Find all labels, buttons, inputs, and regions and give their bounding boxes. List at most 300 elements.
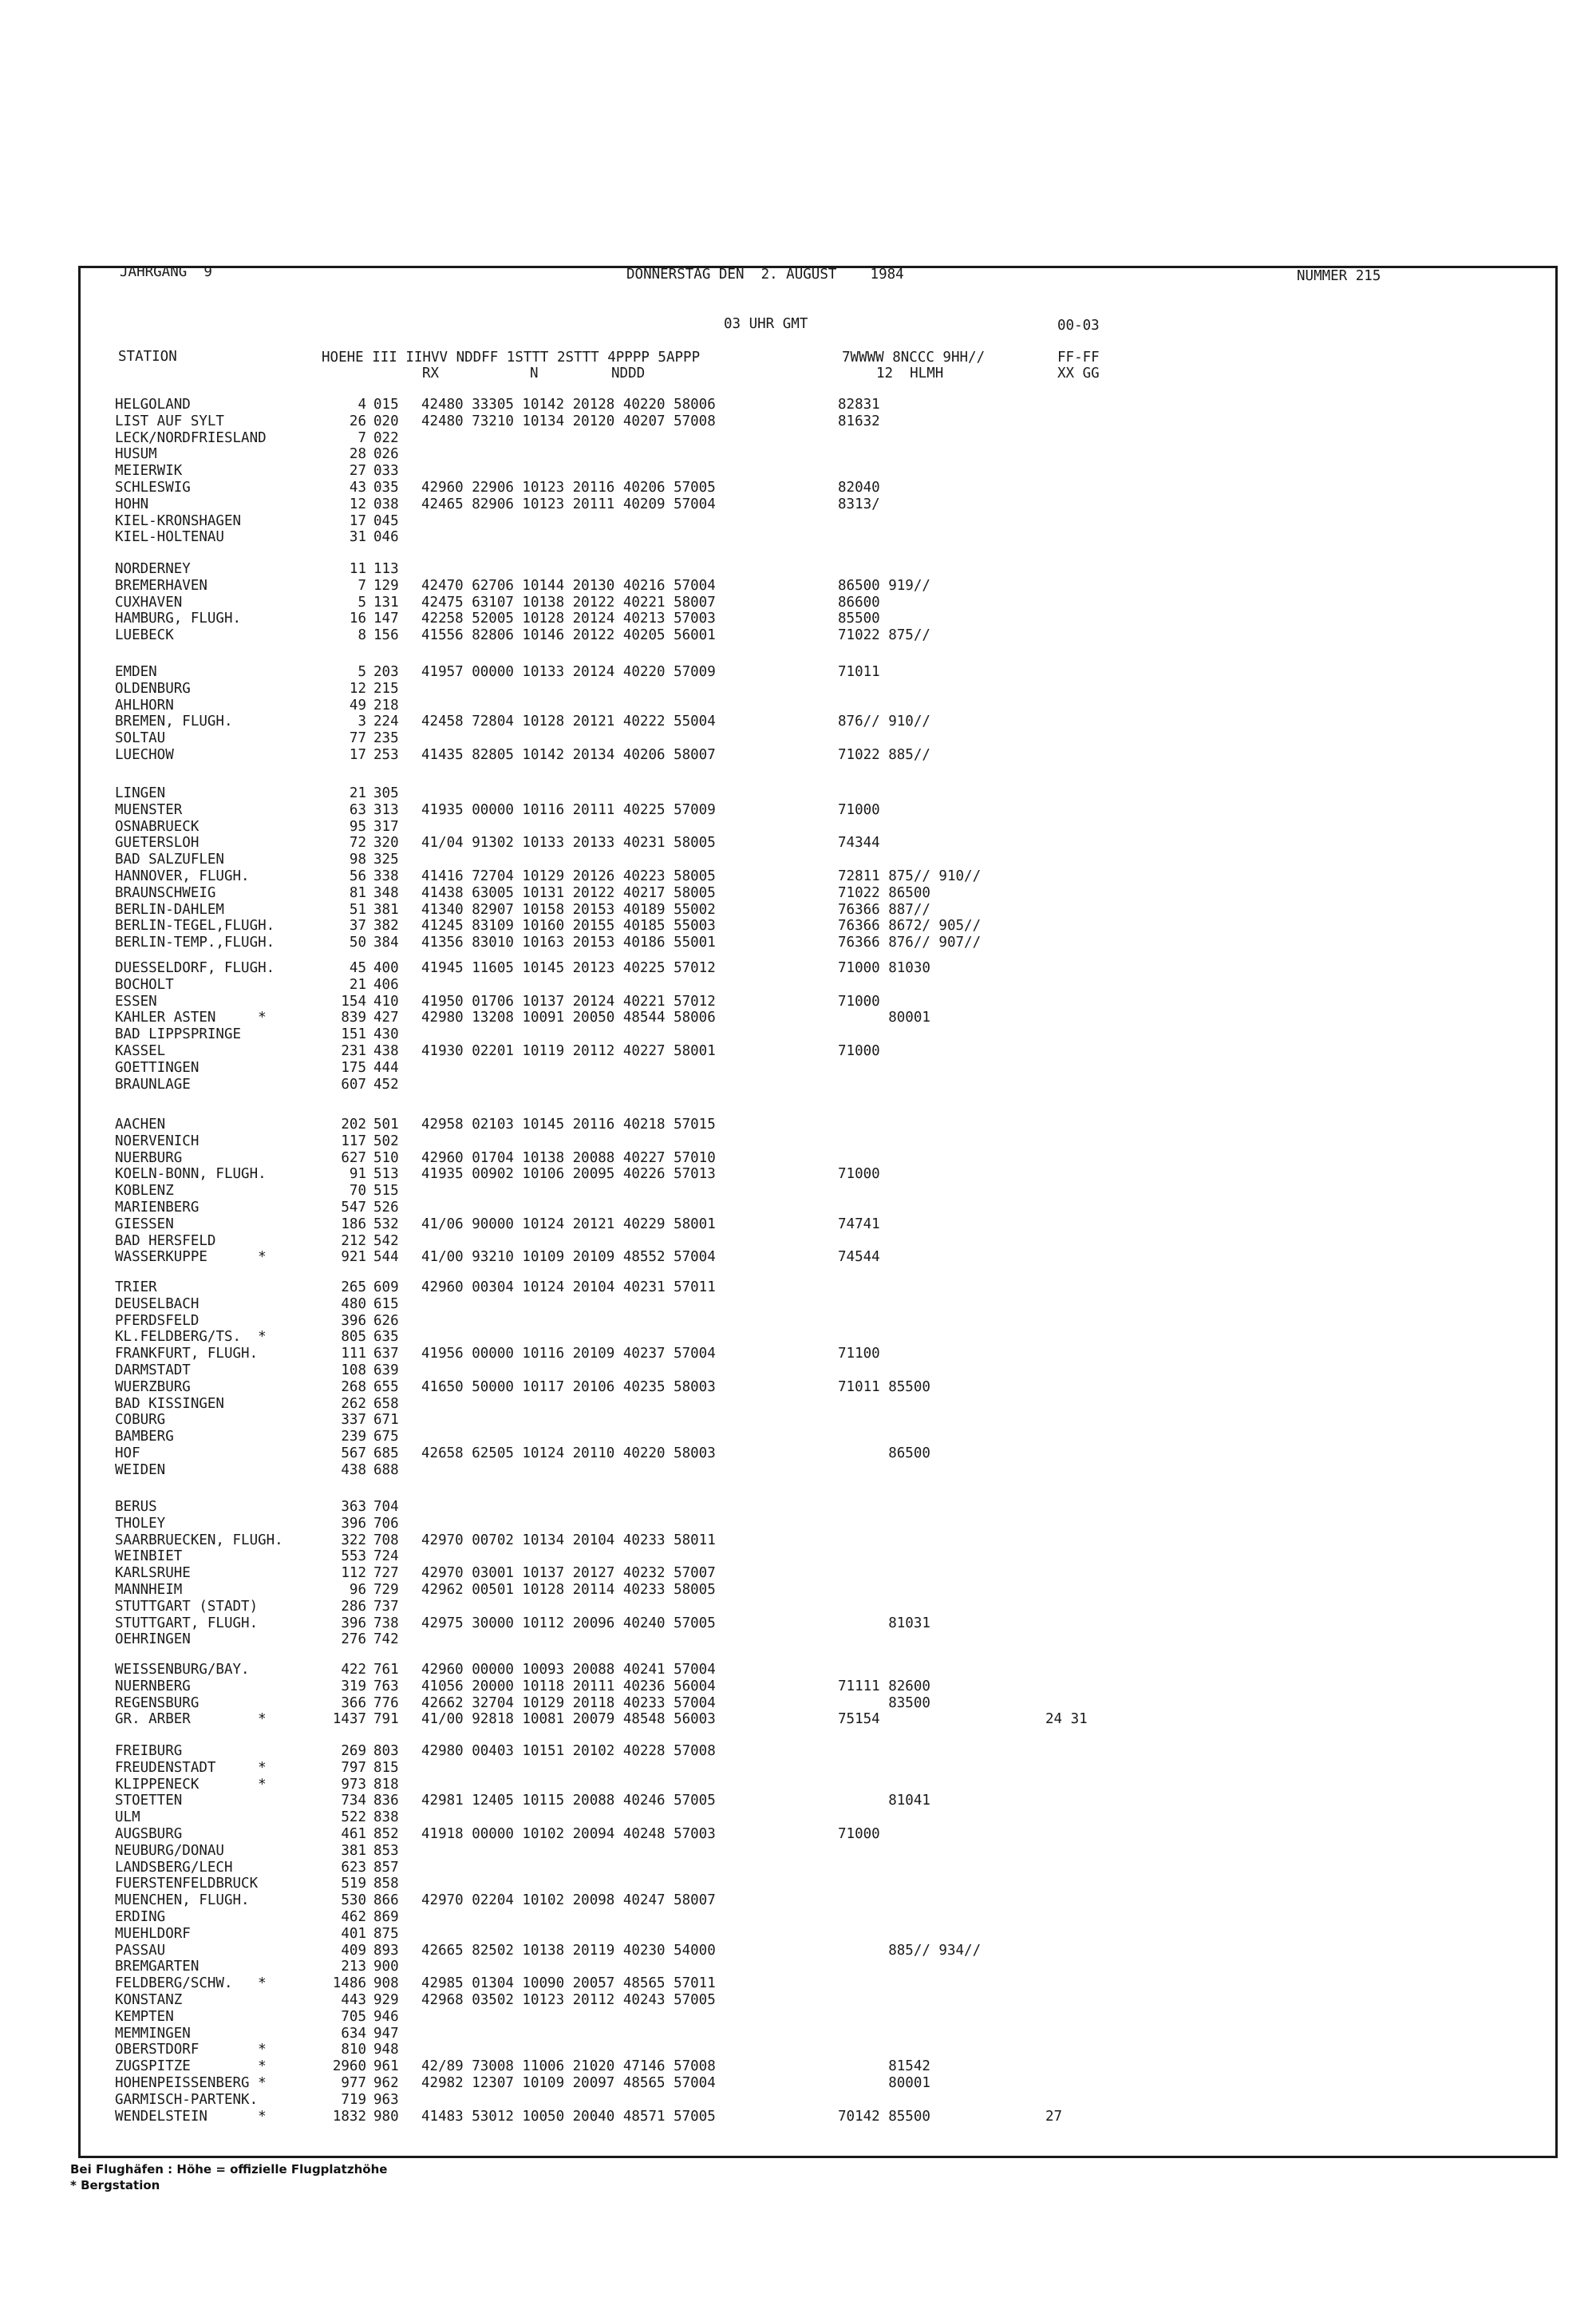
cell-iii: 532 (373, 1216, 399, 1232)
cell-station: EMDEN (115, 664, 157, 680)
date-label: DONNERSTAG DEN 2. AUGUST 1984 (626, 267, 904, 283)
cell-extra: 71022 885// (838, 747, 930, 763)
cell-data: 42475 63107 10138 20122 40221 58007 (421, 594, 716, 611)
cell-iii: 980 (373, 2108, 399, 2125)
cell-data: 41956 00000 10116 20109 40237 57004 (421, 1346, 716, 1362)
cell-station: BAD KISSINGEN (115, 1395, 224, 1412)
cell-station: KONSTANZ (115, 1992, 183, 2008)
cell-iii: 637 (373, 1346, 399, 1362)
cell-hoehe: 111 (341, 1346, 366, 1362)
cell-iii: 763 (373, 1678, 399, 1694)
cell-data: 41950 01706 10137 20124 40221 57012 (421, 993, 716, 1010)
col-ff-header: FF-FF (1057, 350, 1100, 366)
cell-data: 42480 33305 10142 20128 40220 58006 (421, 397, 716, 413)
col-nddd-subheader: NDDD (611, 366, 646, 382)
cell-extra: 82040 (838, 480, 880, 496)
cell-station: KIEL-KRONSHAGEN (115, 512, 242, 529)
cell-extra: 76366 887// (838, 901, 930, 918)
cell-iii: 430 (373, 1026, 399, 1043)
cell-hoehe: 63 (349, 801, 366, 818)
cell-iii: 382 (373, 918, 399, 935)
cell-station: WEINBIET (115, 1548, 183, 1565)
cell-station: GIESSEN (115, 1216, 174, 1232)
cell-station: SOLTAU (115, 730, 166, 747)
cell-station: OSNABRUECK (115, 818, 200, 835)
cell-hoehe: 16 (349, 611, 366, 627)
cell-hoehe: 810 (341, 2042, 366, 2058)
cell-extra: 86500 (838, 1445, 930, 1461)
cell-station: NEUBURG/DONAU (115, 1842, 224, 1859)
cell-hoehe: 72 (349, 835, 366, 852)
cell-hoehe: 17 (349, 512, 366, 529)
cell-hoehe: 396 (341, 1312, 366, 1329)
cell-station: BERUS (115, 1499, 157, 1515)
cell-station: BERLIN-TEMP.,FLUGH. (115, 935, 275, 951)
cell-hoehe: 1832 (332, 2108, 366, 2125)
cell-station: BAD HERSFELD (115, 1232, 216, 1249)
cell-hoehe: 627 (341, 1149, 366, 1166)
cell-data: 41957 00000 10133 20124 40220 57009 (421, 664, 716, 680)
cell-station: GOETTINGEN (115, 1059, 200, 1076)
cell-hoehe: 705 (341, 2008, 366, 2025)
cell-iii: 738 (373, 1615, 399, 1631)
cell-extra: 71000 81030 (838, 960, 930, 976)
cell-hoehe: 286 (341, 1598, 366, 1615)
cell-data: 41435 82805 10142 20134 40206 58007 (421, 747, 716, 763)
cell-iii: 929 (373, 1992, 399, 2008)
cell-extra: 81041 (838, 1793, 930, 1809)
cell-station: REGENSBURG (115, 1694, 200, 1711)
cell-hoehe: 11 (349, 561, 366, 577)
cell-data: 42665 82502 10138 20119 40230 54000 (421, 1942, 716, 1959)
cell-hoehe: 268 (341, 1378, 366, 1395)
col-extra-header: 7WWWW 8NCCC 9HH// (842, 350, 986, 366)
cell-hoehe: 12 (349, 496, 366, 512)
cell-hoehe: 322 (341, 1532, 366, 1548)
cell-station: AUGSBURG (115, 1826, 183, 1842)
cell-data: 42465 82906 10123 20111 40209 57004 (421, 496, 716, 512)
cell-hoehe: 2960 (332, 2058, 366, 2075)
cell-data: 42970 00702 10134 20104 40233 58011 (421, 1532, 716, 1548)
cell-extra: 71022 86500 (838, 884, 930, 901)
cell-hoehe: 480 (341, 1295, 366, 1312)
cell-station: FREIBURG (115, 1743, 183, 1759)
cell-iii: 502 (373, 1133, 399, 1149)
cell-station: BRAUNSCHWEIG (115, 884, 216, 901)
cell-iii: 510 (373, 1149, 399, 1166)
cell-iii: 836 (373, 1793, 399, 1809)
cell-hoehe: 4 (358, 397, 366, 413)
cell-iii: 513 (373, 1166, 399, 1183)
cell-station: THOLEY (115, 1515, 166, 1532)
cell-station: DUESSELDORF, FLUGH. (115, 960, 275, 976)
cell-data: 42960 00304 10124 20104 40231 57011 (421, 1279, 716, 1295)
cell-data: 42962 00501 10128 20114 40233 58005 (421, 1582, 716, 1598)
cell-extra: 81542 (838, 2058, 930, 2075)
cell-data: 42980 13208 10091 20050 48544 58006 (421, 1010, 716, 1026)
cell-iii: 724 (373, 1548, 399, 1565)
cell-hoehe: 734 (341, 1793, 366, 1809)
cell-iii: 020 (373, 413, 399, 429)
cell-extra: 76366 876// 907// (838, 935, 982, 951)
cell-hoehe: 239 (341, 1429, 366, 1445)
cell-iii: 438 (373, 1043, 399, 1059)
cell-iii: 400 (373, 960, 399, 976)
cell-iii: 526 (373, 1200, 399, 1216)
cell-station: MEMMINGEN (115, 2025, 191, 2042)
cell-data: 41/06 90000 10124 20121 40229 58001 (421, 1216, 716, 1232)
cell-station: KLIPPENECK * (115, 1776, 267, 1793)
cell-station: HOF (115, 1445, 140, 1461)
cell-hoehe: 276 (341, 1631, 366, 1648)
cell-station: BREMEN, FLUGH. (115, 714, 233, 730)
cell-data: 42980 00403 10151 20102 40228 57008 (421, 1743, 716, 1759)
cell-data: 42258 52005 10128 20124 40213 57003 (421, 611, 716, 627)
cell-extra: 71100 (838, 1346, 880, 1362)
cell-hoehe: 366 (341, 1694, 366, 1711)
cell-hoehe: 1437 (332, 1711, 366, 1728)
cell-data: 42982 12307 10109 20097 48565 57004 (421, 2075, 716, 2091)
cell-hoehe: 401 (341, 1925, 366, 1942)
cell-iii: 742 (373, 1631, 399, 1648)
cell-data: 42960 22906 10123 20116 40206 57005 (421, 480, 716, 496)
cell-data: 41416 72704 10129 20126 40223 58005 (421, 868, 716, 884)
cell-hoehe: 973 (341, 1776, 366, 1793)
cell-data: 41/00 93210 10109 20109 48552 57004 (421, 1249, 716, 1266)
cell-hoehe: 396 (341, 1515, 366, 1532)
cell-iii: 203 (373, 664, 399, 680)
cell-iii: 655 (373, 1378, 399, 1395)
cell-station: SCHLESWIG (115, 480, 191, 496)
cell-hoehe: 3 (358, 714, 366, 730)
cell-iii: 838 (373, 1809, 399, 1826)
cell-iii: 869 (373, 1909, 399, 1925)
cell-hoehe: 719 (341, 2091, 366, 2108)
col-rx-subheader: RX (422, 366, 440, 382)
cell-iii: 235 (373, 730, 399, 747)
cell-hoehe: 462 (341, 1909, 366, 1925)
cell-station: WUERZBURG (115, 1378, 191, 1395)
cell-station: KOBLENZ (115, 1183, 174, 1200)
cell-station: ERDING (115, 1909, 166, 1925)
cell-extra: 74741 (838, 1216, 880, 1232)
cell-station: WEISSENBURG/BAY. (115, 1662, 250, 1678)
cell-iii: 501 (373, 1117, 399, 1133)
cell-extra: 74544 (838, 1249, 880, 1266)
cell-extra: 75154 (838, 1711, 880, 1728)
cell-hoehe: 337 (341, 1412, 366, 1429)
cell-iii: 639 (373, 1362, 399, 1378)
cell-extra: 71011 85500 (838, 1378, 930, 1395)
cell-station: LECK/NORDFRIESLAND (115, 429, 267, 446)
cell-station: BRAUNLAGE (115, 1076, 191, 1093)
cell-station: BAMBERG (115, 1429, 174, 1445)
cell-station: NOERVENICH (115, 1133, 200, 1149)
cell-iii: 946 (373, 2008, 399, 2025)
cell-hoehe: 202 (341, 1117, 366, 1133)
cell-data: 42480 73210 10134 20120 40207 57008 (421, 413, 716, 429)
time-range: 00-03 (1057, 318, 1100, 334)
cell-hoehe: 45 (349, 960, 366, 976)
cell-iii: 962 (373, 2075, 399, 2091)
cell-ff: 24 31 (1045, 1711, 1088, 1728)
cell-iii: 852 (373, 1826, 399, 1842)
cell-hoehe: 95 (349, 818, 366, 835)
cell-hoehe: 839 (341, 1010, 366, 1026)
cell-station: MUEHLDORF (115, 1925, 191, 1942)
cell-station: LANDSBERG/LECH (115, 1859, 233, 1876)
cell-hoehe: 443 (341, 1992, 366, 2008)
cell-station: SAARBRUECKEN, FLUGH. (115, 1532, 283, 1548)
cell-data: 41/00 92818 10081 20079 48548 56003 (421, 1711, 716, 1728)
cell-iii: 015 (373, 397, 399, 413)
cell-iii: 045 (373, 512, 399, 529)
cell-data: 42960 01704 10138 20088 40227 57010 (421, 1149, 716, 1166)
cell-hoehe: 522 (341, 1809, 366, 1826)
cell-station: CUXHAVEN (115, 594, 183, 611)
col-n-subheader: N (530, 366, 539, 382)
cell-iii: 761 (373, 1662, 399, 1678)
observation-time: 03 UHR GMT (724, 316, 808, 332)
cell-station: LUEBECK (115, 627, 174, 644)
cell-hoehe: 567 (341, 1445, 366, 1461)
cell-station: STUTTGART (STADT) (115, 1598, 259, 1615)
cell-hoehe: 422 (341, 1662, 366, 1678)
cell-data: 42975 30000 10112 20096 40240 57005 (421, 1615, 716, 1631)
cell-extra: 86600 (838, 594, 880, 611)
cell-iii: 215 (373, 680, 399, 697)
cell-iii: 544 (373, 1249, 399, 1266)
cell-hoehe: 547 (341, 1200, 366, 1216)
cell-extra: 81632 (838, 413, 880, 429)
cell-hoehe: 409 (341, 1942, 366, 1959)
cell-station: DARMSTADT (115, 1362, 191, 1378)
cell-extra: 80001 (838, 1010, 930, 1026)
cell-extra: 83500 (838, 1694, 930, 1711)
cell-iii: 113 (373, 561, 399, 577)
cell-station: KL.FELDBERG/TS. * (115, 1329, 267, 1346)
cell-data: 41438 63005 10131 20122 40217 58005 (421, 884, 716, 901)
cell-iii: 818 (373, 1776, 399, 1793)
cell-hoehe: 27 (349, 463, 366, 480)
cell-station: MEIERWIK (115, 463, 183, 480)
cell-iii: 737 (373, 1598, 399, 1615)
col-xxgg-subheader: XX GG (1057, 366, 1100, 382)
cell-hoehe: 262 (341, 1395, 366, 1412)
cell-hoehe: 213 (341, 1959, 366, 1975)
cell-iii: 381 (373, 901, 399, 918)
cell-iii: 615 (373, 1295, 399, 1312)
cell-station: HAMBURG, FLUGH. (115, 611, 242, 627)
cell-station: PASSAU (115, 1942, 166, 1959)
cell-extra: 71000 (838, 801, 880, 818)
cell-iii: 046 (373, 529, 399, 546)
cell-extra: 86500 919// (838, 577, 930, 594)
cell-iii: 452 (373, 1076, 399, 1093)
cell-hoehe: 28 (349, 446, 366, 463)
cell-station: MUENCHEN, FLUGH. (115, 1892, 250, 1909)
cell-hoehe: 108 (341, 1362, 366, 1378)
cell-station: PFERDSFELD (115, 1312, 200, 1329)
cell-iii: 635 (373, 1329, 399, 1346)
cell-iii: 253 (373, 747, 399, 763)
cell-station: KAHLER ASTEN * (115, 1010, 267, 1026)
cell-iii: 857 (373, 1859, 399, 1876)
cell-hoehe: 231 (341, 1043, 366, 1059)
cell-iii: 685 (373, 1445, 399, 1461)
cell-iii: 704 (373, 1499, 399, 1515)
cell-station: KEMPTEN (115, 2008, 174, 2025)
cell-hoehe: 50 (349, 935, 366, 951)
cell-station: ESSEN (115, 993, 157, 1010)
cell-iii: 384 (373, 935, 399, 951)
cell-station: HOHENPEISSENBERG * (115, 2075, 267, 2091)
cell-station: AACHEN (115, 1117, 166, 1133)
cell-station: BAD LIPPSPRINGE (115, 1026, 242, 1043)
cell-hoehe: 269 (341, 1743, 366, 1759)
cell-hoehe: 70 (349, 1183, 366, 1200)
cell-data: 42662 32704 10129 20118 40233 57004 (421, 1694, 716, 1711)
cell-iii: 320 (373, 835, 399, 852)
cell-station: FREUDENSTADT * (115, 1759, 267, 1776)
cell-station: NUERNBERG (115, 1678, 191, 1694)
cell-iii: 313 (373, 801, 399, 818)
cell-extra: 72811 875// 910// (838, 868, 982, 884)
cell-iii: 406 (373, 976, 399, 993)
footnote-airport-height: Bei Flughäfen : Höhe = offizielle Flugplatzhöhe (70, 2162, 388, 2176)
cell-station: MANNHEIM (115, 1582, 183, 1598)
cell-station: ZUGSPITZE * (115, 2058, 267, 2075)
cell-hoehe: 49 (349, 697, 366, 714)
cell-iii: 348 (373, 884, 399, 901)
cell-hoehe: 1486 (332, 1975, 366, 1992)
cell-station: FRANKFURT, FLUGH. (115, 1346, 259, 1362)
cell-hoehe: 56 (349, 868, 366, 884)
cell-iii: 858 (373, 1876, 399, 1892)
cell-hoehe: 530 (341, 1892, 366, 1909)
cell-hoehe: 7 (358, 577, 366, 594)
cell-extra: 71000 (838, 1826, 880, 1842)
cell-station: KASSEL (115, 1043, 166, 1059)
cell-hoehe: 21 (349, 976, 366, 993)
cell-station: OEHRINGEN (115, 1631, 191, 1648)
cell-station: DEUSELBACH (115, 1295, 200, 1312)
cell-extra: 71000 (838, 993, 880, 1010)
cell-iii: 948 (373, 2042, 399, 2058)
cell-station: STUTTGART, FLUGH. (115, 1615, 259, 1631)
cell-data: 42470 62706 10144 20130 40216 57004 (421, 577, 716, 594)
cell-hoehe: 26 (349, 413, 366, 429)
cell-hoehe: 461 (341, 1826, 366, 1842)
cell-hoehe: 7 (358, 429, 366, 446)
cell-hoehe: 396 (341, 1615, 366, 1631)
cell-iii: 893 (373, 1942, 399, 1959)
cell-station: NUERBURG (115, 1149, 183, 1166)
cell-iii: 961 (373, 2058, 399, 2075)
cell-station: GUETERSLOH (115, 835, 200, 852)
cell-iii: 815 (373, 1759, 399, 1776)
cell-extra: 82831 (838, 397, 880, 413)
cell-iii: 658 (373, 1395, 399, 1412)
cell-station: GARMISCH-PARTENK. (115, 2091, 259, 2108)
cell-hoehe: 154 (341, 993, 366, 1010)
cell-station: NORDERNEY (115, 561, 191, 577)
cell-iii: 776 (373, 1694, 399, 1711)
cell-extra: 71000 (838, 1043, 880, 1059)
cell-data: 41340 82907 10158 20153 40189 55002 (421, 901, 716, 918)
cell-iii: 224 (373, 714, 399, 730)
cell-iii: 671 (373, 1412, 399, 1429)
cell-station: BERLIN-TEGEL,FLUGH. (115, 918, 275, 935)
cell-hoehe: 81 (349, 884, 366, 901)
cell-station: HANNOVER, FLUGH. (115, 868, 250, 884)
cell-extra: 80001 (838, 2075, 930, 2091)
cell-hoehe: 91 (349, 1166, 366, 1183)
cell-iii: 791 (373, 1711, 399, 1728)
cell-extra: 71111 82600 (838, 1678, 930, 1694)
issue-number: NUMMER 215 (1297, 268, 1381, 284)
cell-data: 42960 00000 10093 20088 40241 57004 (421, 1662, 716, 1678)
cell-extra: 81031 (838, 1615, 930, 1631)
cell-extra: 71022 875// (838, 627, 930, 644)
cell-station: LUECHOW (115, 747, 174, 763)
cell-station: HUSUM (115, 446, 157, 463)
cell-station: WEIDEN (115, 1461, 166, 1478)
cell-data: 41918 00000 10102 20094 40248 57003 (421, 1826, 716, 1842)
cell-iii: 022 (373, 429, 399, 446)
cell-station: FUERSTENFELDBRUCK (115, 1876, 259, 1892)
cell-ff: 27 (1045, 2108, 1063, 2125)
cell-station: OBERSTDORF * (115, 2042, 267, 2058)
cell-iii: 427 (373, 1010, 399, 1026)
cell-iii: 515 (373, 1183, 399, 1200)
cell-hoehe: 37 (349, 918, 366, 935)
col-hlmh-subheader: 12 HLMH (876, 366, 944, 382)
cell-hoehe: 8 (358, 627, 366, 644)
cell-iii: 410 (373, 993, 399, 1010)
cell-iii: 305 (373, 785, 399, 801)
cell-hoehe: 5 (358, 594, 366, 611)
cell-station: ULM (115, 1809, 140, 1826)
cell-iii: 626 (373, 1312, 399, 1329)
cell-data: 42970 03001 10137 20127 40232 57007 (421, 1565, 716, 1582)
cell-iii: 147 (373, 611, 399, 627)
cell-iii: 038 (373, 496, 399, 512)
cell-station: KARLSRUHE (115, 1565, 191, 1582)
cell-iii: 853 (373, 1842, 399, 1859)
cell-data: 42985 01304 10090 20057 48565 57011 (421, 1975, 716, 1992)
cell-iii: 688 (373, 1461, 399, 1478)
cell-iii: 542 (373, 1232, 399, 1249)
cell-iii: 803 (373, 1743, 399, 1759)
cell-iii: 156 (373, 627, 399, 644)
cell-hoehe: 151 (341, 1026, 366, 1043)
cell-data: 41556 82806 10146 20122 40205 56001 (421, 627, 716, 644)
cell-iii: 609 (373, 1279, 399, 1295)
cell-extra: 71011 (838, 664, 880, 680)
cell-data: 42970 02204 10102 20098 40247 58007 (421, 1892, 716, 1909)
cell-hoehe: 634 (341, 2025, 366, 2042)
jahrgang-label: JAHRGANG 9 (120, 264, 212, 280)
cell-extra: 85500 (838, 611, 880, 627)
cell-iii: 035 (373, 480, 399, 496)
cell-extra: 885// 934// (838, 1942, 982, 1959)
col-codes-header: HOEHE III IIHVV NDDFF 1STTT 2STTT 4PPPP 5APPP (322, 350, 701, 366)
cell-hoehe: 112 (341, 1565, 366, 1582)
cell-hoehe: 31 (349, 529, 366, 546)
cell-hoehe: 519 (341, 1876, 366, 1892)
cell-hoehe: 805 (341, 1329, 366, 1346)
